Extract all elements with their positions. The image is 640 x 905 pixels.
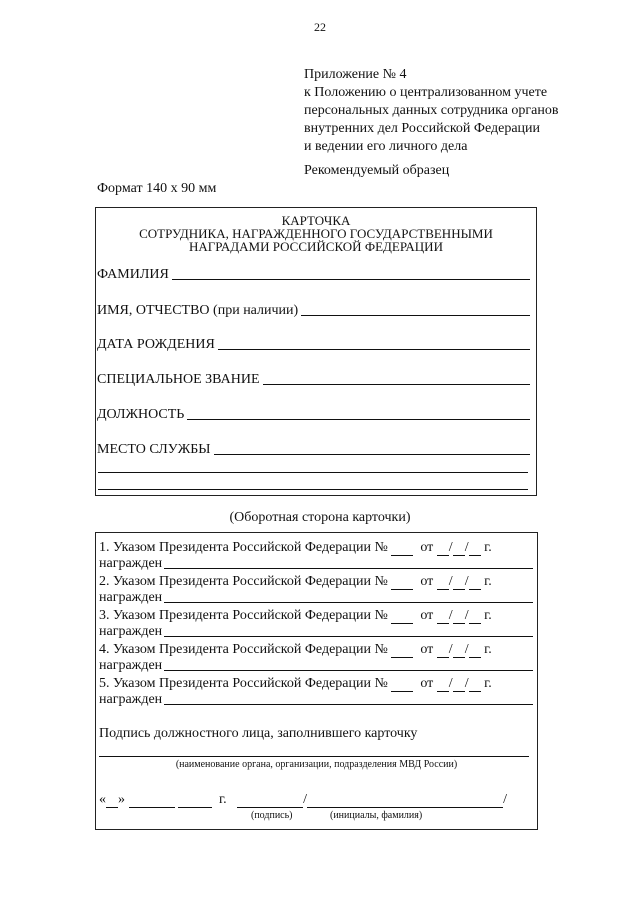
date-month-blank[interactable] [453,644,465,658]
year-suffix: г. [484,676,492,691]
year-suffix: г. [484,642,492,657]
slash: / [503,792,507,807]
quote-close: » [118,792,125,807]
awarded-line[interactable] [99,692,533,708]
decree-entry [99,574,533,606]
field-blank[interactable] [187,418,530,420]
date-month-blank[interactable] [129,795,175,808]
card-title-line: СОТРУДНИКА, НАГРАЖДЕННОГО ГОСУДАРСТВЕННЫМИ [139,226,493,241]
date-signature-row [99,792,529,808]
decree-entry [99,608,533,640]
date-month-blank[interactable] [453,542,465,556]
decree-number-blank[interactable] [391,644,413,658]
awarded-label: награжден [99,590,163,605]
signer-label: Подпись должностного лица, заполнившего карточку [99,726,418,741]
awarded-blank[interactable] [164,636,533,637]
organization-caption: (наименование органа, организации, подразделения МВД России) [175,759,458,770]
decree-text: Указом Президента Российской Федерации № [113,540,388,555]
appendix-line: к Положению о централизованном учете [304,85,548,100]
awarded-line[interactable] [99,590,533,606]
decree-from: от [420,540,434,555]
field-label: МЕСТО СЛУЖБЫ [97,442,211,457]
decree-line: 4. Указом Президента Российской Федерации № от / / г. [99,642,492,657]
field-label: ДАТА РОЖДЕНИЯ [97,337,215,352]
decree-entry [99,676,533,708]
appendix-header [304,66,558,156]
field-place-of-service[interactable] [97,442,530,458]
decree-from: от [420,642,434,657]
quote-open: « [99,792,106,807]
appendix-line: внутренних дел Российской Федерации [304,121,541,136]
date-month-blank[interactable] [453,576,465,590]
field-position[interactable] [97,407,530,423]
awarded-line[interactable] [99,556,533,572]
decree-text: Указом Президента Российской Федерации № [113,574,388,589]
back-side-caption: (Оборотная сторона карточки) [229,510,411,525]
date-day-blank[interactable] [437,576,449,590]
appendix-line: персональных данных сотрудника органов [304,103,559,118]
signature-caption: (подпись) [251,810,293,821]
appendix-line: Приложение № 4 [304,67,407,82]
awarded-label: награжден [99,556,163,571]
year-suffix: г. [484,608,492,623]
field-label: ФАМИЛИЯ [97,267,169,282]
field-blank[interactable] [301,314,530,316]
field-rank[interactable] [97,372,530,388]
date-year-blank[interactable] [469,542,481,556]
date-year-blank[interactable] [469,678,481,692]
decree-number: 2. [99,574,110,589]
date-day-blank[interactable] [437,678,449,692]
date-month-blank[interactable] [453,678,465,692]
date-year-blank[interactable] [178,795,212,808]
page-number: 22 [314,20,326,34]
format-note: Формат 140 х 90 мм [97,181,217,196]
decree-number-blank[interactable] [391,542,413,556]
decree-line: 3. Указом Президента Российской Федерации № от / / г. [99,608,492,623]
field-blank[interactable] [214,453,530,455]
card-title [96,214,536,253]
date-day-blank[interactable] [437,610,449,624]
awarded-label: награжден [99,624,163,639]
decree-text: Указом Президента Российской Федерации № [113,608,388,623]
decree-number-blank[interactable] [391,576,413,590]
appendix-line: и ведении его личного дела [304,139,468,154]
awarded-label: награжден [99,658,163,673]
recommended-sample: Рекомендуемый образец [304,163,450,178]
decree-line: 5. Указом Президента Российской Федерации № от / / г. [99,676,492,691]
decree-number: 3. [99,608,110,623]
year-suffix: г. [484,574,492,589]
decree-line: 2. Указом Президента Российской Федерации № от / / г. [99,574,492,589]
decree-text: Указом Президента Российской Федерации № [113,642,388,657]
field-blank[interactable] [218,348,530,350]
awarded-blank[interactable] [164,602,533,603]
field-label: СПЕЦИАЛЬНОЕ ЗВАНИЕ [97,372,260,387]
awarded-blank[interactable] [164,704,533,705]
card-front [95,207,537,496]
card-title-line: КАРТОЧКА [281,213,351,228]
awarded-blank[interactable] [164,670,533,671]
date-month-blank[interactable] [453,610,465,624]
decree-entry [99,642,533,674]
initials-caption: (инициалы, фамилия) [330,810,423,821]
decree-from: от [420,676,434,691]
awarded-label: награжден [99,692,163,707]
blank-line[interactable] [98,489,528,490]
field-blank[interactable] [263,383,531,385]
slash: / [303,792,308,807]
year-suffix: г. [219,792,227,807]
decree-text: Указом Президента Российской Федерации № [113,676,388,691]
signature-blank[interactable] [237,795,303,808]
decree-entry [99,540,533,572]
decree-from: от [420,574,434,589]
organization-blank[interactable] [99,756,529,757]
field-label: ДОЛЖНОСТЬ [97,407,185,422]
date-day-blank[interactable] [437,644,449,658]
date-day-blank[interactable] [106,795,118,808]
initials-blank[interactable] [307,795,503,808]
date-year-blank[interactable] [469,644,481,658]
field-surname[interactable] [97,267,530,283]
year-suffix: г. [484,540,492,555]
awarded-line[interactable] [99,658,533,674]
date-year-blank[interactable] [469,576,481,590]
date-day-blank[interactable] [437,542,449,556]
card-title-line: НАГРАДАМИ РОССИЙСКОЙ ФЕДЕРАЦИИ [189,239,443,254]
decree-number: 4. [99,642,110,657]
date-year-blank[interactable] [469,610,481,624]
awarded-blank[interactable] [164,568,533,569]
field-blank[interactable] [172,278,530,280]
field-name[interactable] [97,303,530,319]
field-label: ИМЯ, ОТЧЕСТВО (при наличии) [97,303,299,318]
field-birthdate[interactable] [97,337,530,353]
decree-number-blank[interactable] [391,678,413,692]
blank-line[interactable] [98,472,528,473]
card-back [95,532,538,830]
decree-number: 1. [99,540,110,555]
decree-from: от [420,608,434,623]
awarded-line[interactable] [99,624,533,640]
decree-number-blank[interactable] [391,610,413,624]
decree-line: 1. Указом Президента Российской Федерации № от / / г. [99,540,492,555]
decree-number: 5. [99,676,110,691]
